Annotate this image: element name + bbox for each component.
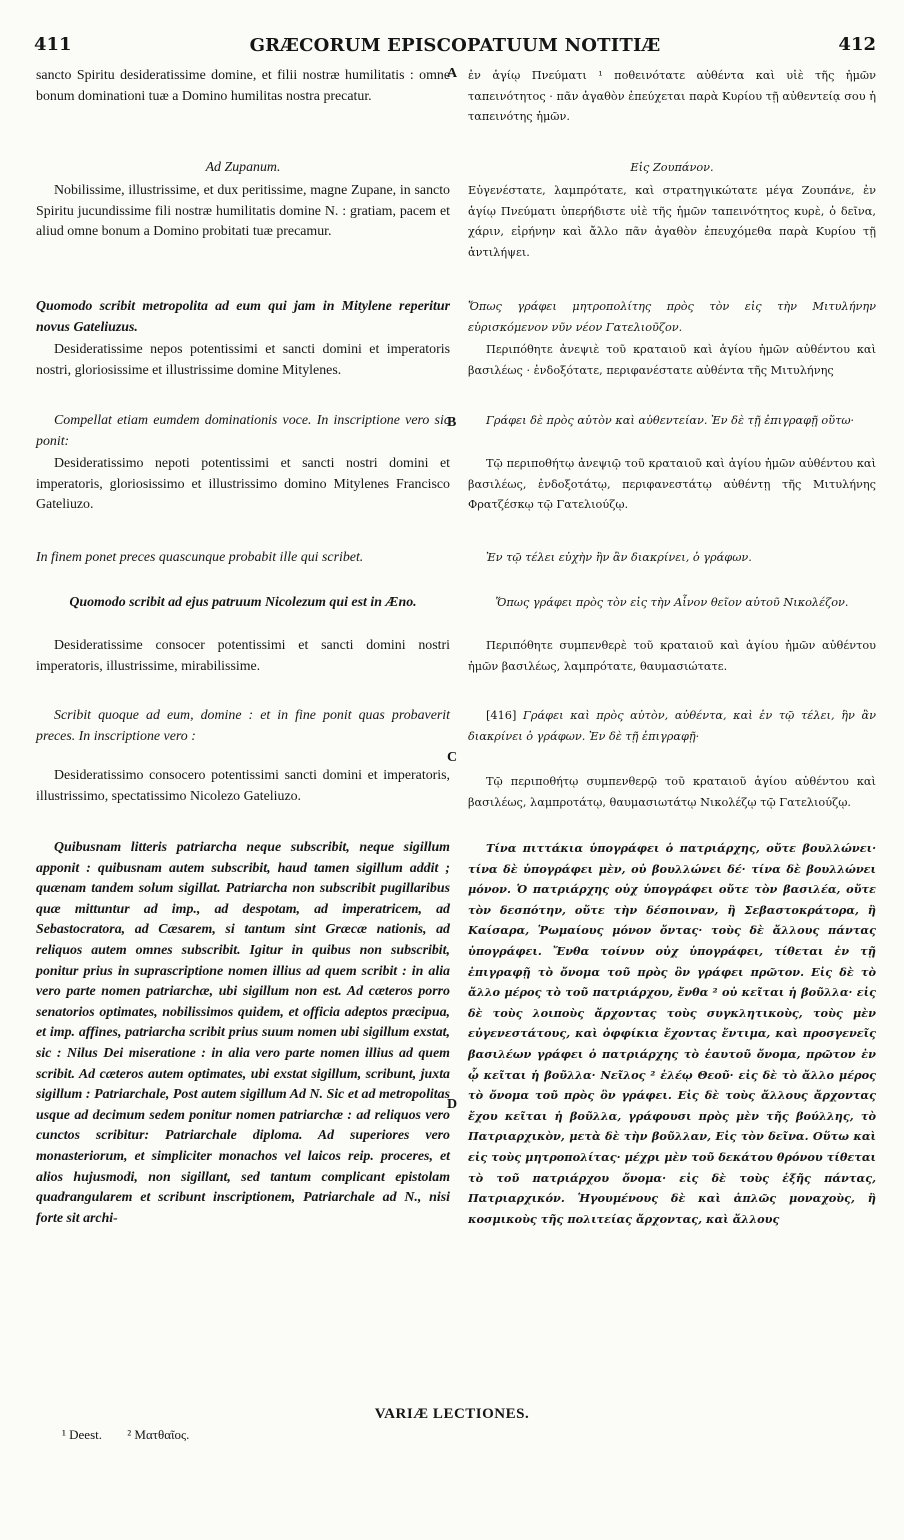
page-number-left: 411	[34, 34, 72, 55]
latin-heading-compellat: Compellat etiam eumdem dominationis voce. In inscriptione vero sic ponit:	[36, 413, 450, 449]
latin-paragraph-1: sancto Spiritu desideratissime domine, et filii nostræ humilitatis : omne bonum dominationi tuæ a Domino humilitas nostra precatur.	[36, 68, 450, 104]
greek-paragraph-5: Περιπόθητε συμπενθερὲ τοῦ κραταιοῦ καὶ ἁγίου ἡμῶν αὐθέντου ἡμῶν βασιλέως, λαμπρότατε, θαυμασιώτατε.	[468, 639, 876, 673]
running-header	[34, 34, 876, 64]
margin-letter-c: C	[447, 750, 458, 765]
latin-paragraph-4: Desideratissimo nepoti potentissimi et sancti nostri domini et imperatoris, gloriosissimo et illustrissimo domino Mitylenes Francisco Gateliuzo.	[36, 456, 450, 513]
greek-heading-grafei: Γράφει δὲ πρὸς αὐτὸν καὶ αὐθεντείαν. Ἐν δὲ τῇ ἐπιγραφῇ οὕτω·	[486, 414, 855, 427]
greek-heading-mitylenen: Ὅπως γράφει μητροπολίτης πρὸς τὸν εἰς τὴν Μιτυλήνην εὑρισκόμενον νῦν νέον Γατελιοῦζον.	[468, 300, 876, 334]
greek-paragraph-1: ἐν ἁγίῳ Πνεύματι ¹ ποθεινότατε αὐθέντα καὶ υἱὲ τῆς ἡμῶν ταπεινότητος · πᾶν ἀγαθὸν ἐπεύχεται παρὰ Κυρίου τῇ αὐθεντείᾳ σου ἡ ταπεινότης ἡμῶν.	[468, 69, 876, 124]
variae-lectiones-heading: VARIÆ LECTIONES.	[374, 1406, 530, 1422]
section-number-416: [416]	[486, 709, 517, 722]
page-number-right: 412	[838, 34, 876, 55]
margin-letter-a: A	[447, 66, 458, 81]
greek-heading-pros	[468, 706, 876, 747]
footnote-1: ¹ Deest.	[62, 1427, 102, 1442]
margin-letter-b: B	[447, 415, 457, 430]
latin-heading-metropolita: Quomodo scribit metropolita ad eum qui jam in Mitylene reperitur novus Gateliuzus.	[36, 299, 450, 335]
latin-heading-scribit: Scribit quoque ad eum, domine : et in fine ponit quas probaverit preces. In inscriptione vero :	[36, 708, 450, 744]
greek-heading-aino: Ὅπως γράφει πρὸς τὸν εἰς τὴν Αἶνον θεῖον αὐτοῦ Νικολέζον.	[495, 596, 849, 609]
latin-paragraph-2: Nobilissime, illustrissime, et dux peritissime, magne Zupane, in sancto Spiritu jucundissime fili nostræ humilitatis domine N. : gratiam, pacem et aliud omne bonum a Domino probitati tuæ precamur.	[36, 183, 450, 240]
latin-heading-patruum: Quomodo scribit ad ejus patruum Nicolezum qui est in Æno.	[69, 595, 417, 610]
footnotes	[62, 1427, 211, 1443]
running-title: GRÆCORUM EPISCOPATUUM NOTITIÆ	[249, 35, 661, 56]
latin-paragraph-3: Desideratissime nepos potentissimi et sancti domini et imperatoris nostri, gloriosissime et illustrissime domine Mitylenes.	[36, 342, 450, 378]
latin-paragraph-7: Quibusnam litteris patriarcha neque subscribit, neque sigillum apponit : quibusnam autem subscribit, haud tamen sigillum addit ; quænam tandem solum sigillat. Patriarcha non subscribit pugillaribus quæ mittuntur ad imp., ad despotam, ad imperatricem, ad Sebastocratora, ad Cæsarem, si tantum sint Græcæ nationis, ad reliquos autem omnes subscribit. Igitur in quibus non subscribit, ponitur prius in suprascriptione nomen illius ad quem scribit : in alia vero parte nomen patriarchæ, ubi sigillum non est. Ad cæteros porro senatorios optimates, nobilissimos quidem, et officia adeptos præcipua, et imp. affines, patriarcha scribit prius suum nomen ubi sigillum exstat, sic : Nilus Dei miseratione : in alia vero parte nomen illius ad quem scribit. Ad cæteros autem optimates, ubi exstat sigillum, scribunt, juxta sigillum : Patriarchale, Post autem sigillum Ad N. Sic et ad metropolitas usque ad decimum sedem ponitur nomen patriarchæ : ad reliquos vero cunctos scribitur: Patriarchale diploma. Ad superiores vero monasteriorum, et simpliciter monachos vel laicos reip. proceres, et alios hujusmodi, non sigillant, sed tantum complicant epistolam quadrangularem et scribunt inscriptionem, Patriarchale ad N., nisi forte sit archi-	[36, 840, 450, 1226]
greek-paragraph-4: Τῷ περιποθήτῳ ἀνεψιῷ τοῦ κραταιοῦ καὶ ἁγίου ἡμῶν αὐθέντου καὶ βασιλέως, ἐνδοξοτάτῳ, περιφανεστάτῳ αὐθέντῃ τῆς Μιτυλήνης Φρατζέσκῳ τῷ Γατελιούζῳ.	[468, 457, 876, 512]
greek-paragraph-3: Περιπόθητε ἀνεψιὲ τοῦ κραταιοῦ καὶ ἁγίου ἡμῶν αὐθέντου καὶ βασιλέως · ἐνδοξότατε, περιφανέστατε αὐθέντα τῆς Μιτυλήνης	[468, 343, 876, 377]
greek-paragraph-8: Τίνα πιττάκια ὑπογράφει ὁ πατριάρχης, οὔτε βουλλώνει· τίνα δὲ ὑπογράφει μὲν, οὐ βουλλώνει δέ· τίνα δὲ βουλλώνει μόνον. Ὁ πατριάρχης οὐχ ὑπογράφει οὔτε τὸν βασιλέα, οὔτε τὸν δεσπότην, οὔτε τὴν δέσποιναν, ἢ Σεβαστοκράτορα, ἢ Καίσαρα, Ῥωμαίους μόνον ὄντας· τοὺς δὲ ἄλλους πάντας ὑπογράφει. Ἔνθα τοίνυν οὐχ ὑπογράφει, τίθεται ἐν τῇ ἐπιγραφῇ τὸ ὄνομα τοῦ πρὸς ὃν γράφει πρῶτον. Εἰς δὲ τὸ ἄλλο μέρος τὸ τοῦ πατριάρχου, ἔνθα ² οὐ κεῖται ἡ βοῦλλα· εἰς δὲ τοὺς λοιποὺς ἄρχοντας τοὺς συγκλητικοὺς, τοὺς μὲν εὐγενεστάτους, καὶ ὀφφίκια ἔχοντας ἔντιμα, καὶ προσγενεῖς βασιλέων γράφει ὁ πατριάρχης τὸ ἑαυτοῦ ὄνομα, πρῶτον ἐν ᾧ κεῖται ἡ βοῦλλα· Νεῖλος ² ἐλέῳ Θεοῦ· εἰς δὲ τὸ ἄλλο μέρος τὸ ὄνομα τοῦ πρὸς ὃν γράφει. Εἰς δὲ τοὺς ἄλλους ἄρχοντας ἔχου κεῖται ἡ βοῦλλα, γράφουσι πρὸς μὲν τῆς βούλλης, τὸ Πατριαρχικὸν, μετὰ δὲ τὴν βοῦλλαν, Εἰς τὸν δεῖνα. Οὕτω καὶ εἰς τοὺς μητροπολίτας· μέχρι μὲν τοῦ δεκάτου θρόνου τίθεται τὸ τοῦ πατριάρχου ὄνομα· εἰς δὲ τοὺς ἑξῆς πάντας, Πατριαρχικόν. Ἡγουμένους δὲ καὶ ἁπλῶς μοναχοὺς, ἢ κοσμικοὺς τῆς πολιτείας ἄρχοντας, καὶ ἄλλους	[468, 841, 876, 1226]
margin-letter-d: D	[447, 1097, 458, 1112]
greek-heading-zupanon: Εἰς Ζουπάνον.	[630, 161, 714, 174]
greek-paragraph-7: Τῷ περιποθήτῳ συμπενθερῷ τοῦ κραταιοῦ ἁγίου αὐθέντου καὶ βασιλέως, λαμπροτάτῳ, θαυμασιωτάτῳ Νικολέζῳ τῷ Γατελιούζῳ.	[468, 775, 876, 809]
greek-heading-telei: Ἐν τῷ τέλει εὐχὴν ἣν ἂν διακρίνει, ὁ γράφων.	[486, 551, 752, 564]
latin-paragraph-6: Desideratissimo consocero potentissimi sancti domini et imperatoris, illustrissimo, spectatissimo Nicolezo Gateliuzo.	[36, 768, 450, 804]
latin-heading-in-finem: In finem ponet preces quascunque probabit ille qui scribet.	[36, 550, 364, 565]
footnote-2: ² Ματθαῖος.	[127, 1427, 190, 1442]
greek-heading-pros-text: Γράφει καὶ πρὸς αὐτὸν, αὐθέντα, καὶ ἐν τῷ τέλει, ἣν ἂν διακρίνει ὁ γράφων. Ἐν δὲ τῇ ἐπιγραφῇ·	[468, 709, 876, 743]
latin-paragraph-5: Desideratissime consocer potentissimi et sancti domini nostri imperatoris, illustrissime, mirabilissime.	[36, 638, 450, 674]
greek-paragraph-2: Εὐγενέστατε, λαμπρότατε, καὶ στρατηγικώτατε μέγα Ζουπάνε, ἐν ἁγίῳ Πνεύματι ὑπερήδιστε υἱὲ τῆς ἡμῶν ταπεινότητος κυρὲ, ὁ δεῖνα, χάριν, εἰρήνην καὶ ἄλλο πᾶν ἀγαθὸν ἐπευχόμεθα παρὰ Κυρίου τῇ ἀντιλήψει.	[468, 184, 876, 259]
latin-heading-zupanum: Ad Zupanum.	[205, 160, 281, 175]
